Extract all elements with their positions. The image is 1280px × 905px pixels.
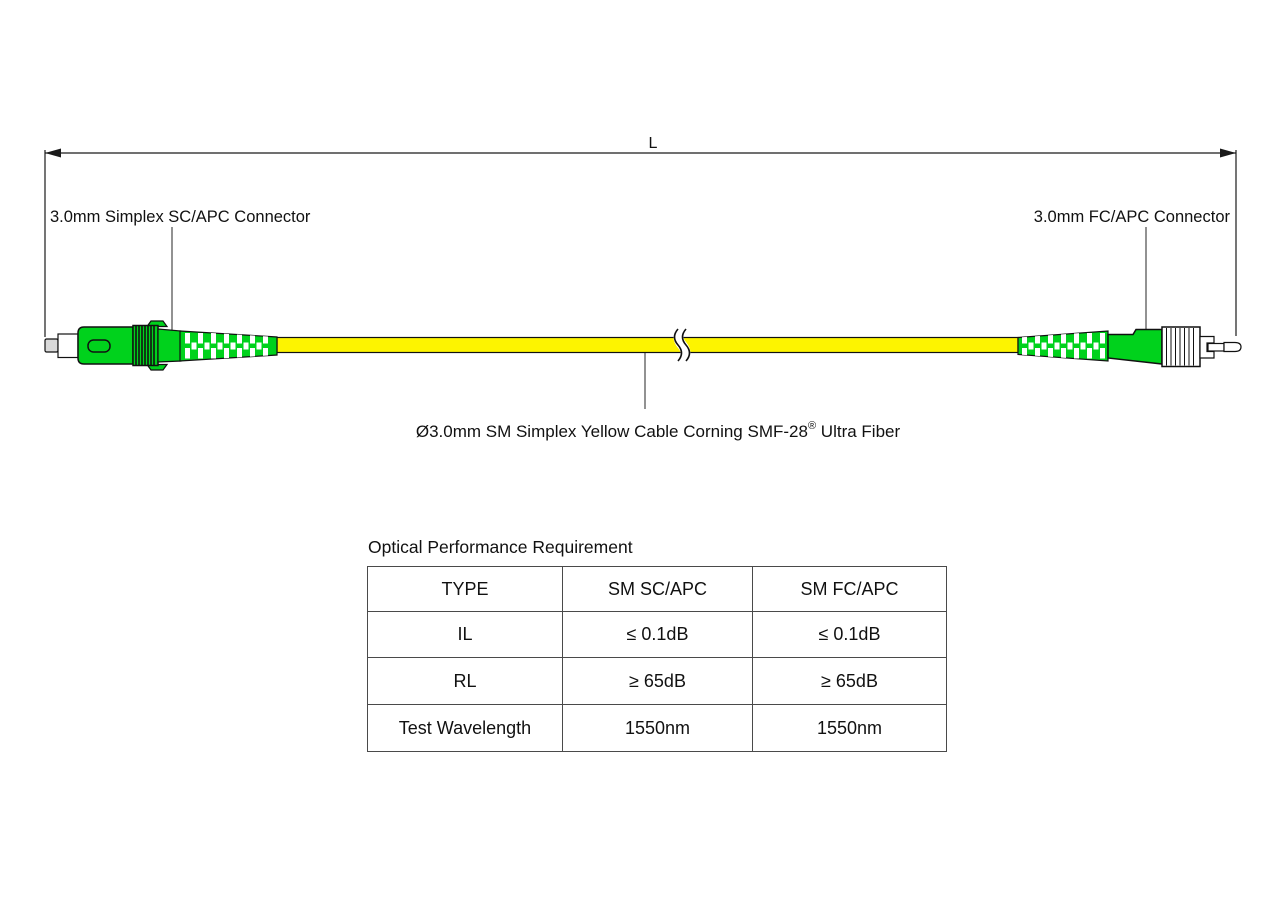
sc-ferrule-flange [58, 334, 78, 358]
cable-description-label: Ø3.0mm SM Simplex Yellow Cable Corning SMF-28® Ultra Fiber [415, 420, 901, 441]
rl-fc-value: ≥ 65dB [753, 658, 947, 705]
optical-performance-table [367, 566, 947, 752]
sc-connector-label: 3.0mm Simplex SC/APC Connector [50, 208, 311, 226]
wavelength-fc-value: 1550nm [753, 705, 947, 752]
fc-body [1108, 330, 1162, 365]
fc-ferrule-icon [1224, 343, 1241, 352]
header-type: TYPE [368, 567, 563, 612]
fc-apc-connector-drawing [1018, 327, 1241, 367]
table-row-test-wavelength [368, 705, 947, 752]
row-label-test-wavelength: Test Wavelength [368, 705, 563, 752]
fc-nut-knurling [1167, 328, 1194, 366]
il-sc-value: ≤ 0.1dB [563, 612, 753, 658]
il-fc-value: ≤ 0.1dB [753, 612, 947, 658]
header-sm-sc-apc: SM SC/APC [563, 567, 753, 612]
dimension-arrow-left [45, 149, 61, 158]
sc-housing-key-slot [88, 340, 110, 352]
fc-barrel-step [1208, 344, 1224, 352]
row-label-rl: RL [368, 658, 563, 705]
table-row-rl [368, 658, 947, 705]
table-header-row [368, 567, 947, 612]
table-row-il [368, 612, 947, 658]
fiber-cable-drawing [277, 329, 1018, 361]
sc-rear-body [158, 329, 181, 362]
row-label-il: IL [368, 612, 563, 658]
fc-coupling-nut [1162, 327, 1200, 367]
dimension-line-L [45, 135, 1236, 337]
dimension-arrow-right [1220, 149, 1236, 158]
cable-break-icon [675, 329, 690, 361]
sc-ferrule-icon [45, 339, 58, 352]
header-sm-fc-apc: SM FC/APC [753, 567, 947, 612]
cable-jacket [277, 338, 1018, 353]
spec-table-title: Optical Performance Requirement [368, 537, 633, 557]
sc-crimp-ribs [136, 326, 154, 365]
dimension-label-L: L [648, 135, 658, 152]
rl-sc-value: ≥ 65dB [563, 658, 753, 705]
sc-apc-connector-drawing [45, 321, 277, 370]
fc-connector-label: 3.0mm FC/APC Connector [1033, 208, 1230, 226]
wavelength-sc-value: 1550nm [563, 705, 753, 752]
